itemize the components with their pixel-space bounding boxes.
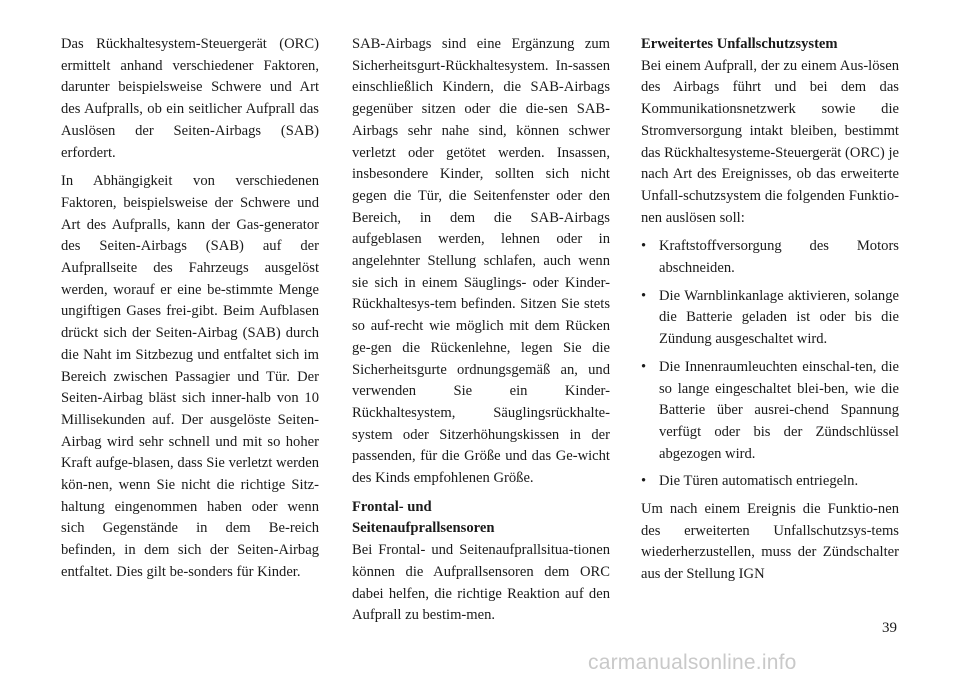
text-column-left [61, 34, 319, 591]
watermark: carmanualsonline.info [588, 651, 797, 674]
section-heading: Erweitertes Unfallschutzsystem [641, 36, 838, 52]
section-heading-line1: Frontal- und [352, 498, 432, 515]
paragraph: SAB-Airbags sind eine Ergänzung zum Sicherheitsgurt-Rückhaltesystem. In-sassen einschließlich Kindern, die SAB-Airbags gegenüber sitzen oder die die-sen SAB-Airbags sehr nahe sind, können schwer verletzt oder getötet werden. Insassen, insbesondere Kinder, sollten sich nicht gegen die Tür, die Seitenfenster oder den Bereich, in dem die SAB-Airbags aufgeblasen werden, lehnen oder in angelehnter Stellung schlafen, auch wenn sie sich in einem Säuglings- oder Kinder-Rückhaltesys-tem befinden. Sitzen Sie stets so auf-recht wie möglich mit dem Rücken ge-gen die Rückenlehne, legen Sie die Sicherheitsgurte ordnungsgemäß an, und verwenden Sie ein Kinder-Rückhaltesystem, Säuglingsrückhalte-system oder Sitzerhöhungskissen in der passenden, für die Größe und das Ge-wicht des Kinds empfohlenen Größe. [352, 36, 610, 487]
paragraph: Bei einem Aufprall, der zu einem Aus-lösen des Airbags führt und bei dem das Kommunikationsnetzwerk sowie die Stromversorgung intakt bleiben, bestimmt das Rückhaltesysteme-Steuergerät (ORC) je nach Art des Ereignisses, ob das erweiterte Unfall-schutzsystem die folgenden Funktio-nen auslösen soll: [641, 57, 899, 226]
list-item: • Kraftstoffversorgung des Motors abschneiden. [641, 236, 899, 279]
paragraph: Das Rückhaltesystem-Steuergerät (ORC) ermittelt anhand verschiedener Faktoren, darunter beispielsweise Schwere und Art des Aufpralls, ob ein seitlicher Aufprall das Auslösen der Seiten-Airbags (SAB) erfordert. [61, 36, 319, 161]
paragraph: Um nach einem Ereignis die Funktio-nen des erweiterten Unfallschutzsys-tems wiederherzustellen, muss der Zündschalter aus der Stellung IGN [641, 501, 899, 583]
text-column-middle [352, 34, 610, 634]
bullet-list [641, 236, 899, 493]
list-item: • Die Innenraumleuchten einschal-ten, die so lange eingeschaltet blei-ben, wie die Batterie über ausrei-chend Spannung verfügt oder bis der Zündschlüssel abgezogen wird. [641, 357, 899, 466]
section-heading-line2: Seitenaufprallsensoren [352, 520, 495, 537]
list-item: • Die Warnblinkanlage aktivieren, solange die Batterie geladen ist oder bis die Zündung ausgeschaltet wird. [641, 286, 899, 351]
list-item: • Die Türen automatisch entriegeln. [641, 471, 899, 493]
text-column-right [641, 34, 899, 593]
paragraph: Bei Frontal- und Seitenaufprallsitua-tionen können die Aufprallsensoren dem ORC dabei helfen, die richtige Reaktion auf den Aufprall zu bestim-men. [352, 542, 610, 624]
paragraph: In Abhängigkeit von verschiedenen Faktoren, beispielsweise der Schwere und Art des Aufpralls, kann der Gas-generator des Seiten-Airbags (SAB) auf der Aufprallseite des Fahrzeugs ausgelöst werden, worauf er eine be-stimmte Menge ungiftigen Gases frei-gibt. Beim Aufblasen drückt sich der Seiten-Airbag (SAB) durch die Naht im Sitzbezug und entfaltet sich im Bereich zwischen Passagier und Tür. Der Seiten-Airbag bläst sich inner-halb von 10 Millisekunden auf. Der ausgelöste Seiten-Airbag wird sehr schnell und mit so hoher Kraft aufge-blasen, dass Sie verletzt werden kön-nen, wenn Sie nicht die richtige Sitz-haltung eingenommen haben oder wenn sich Gegenstände in dem Be-reich befinden, in dem sich der Seiten-Airbag entfaltet. Dies gilt be-sonders für Kinder. [61, 173, 319, 580]
page-number: 39 [882, 620, 897, 636]
